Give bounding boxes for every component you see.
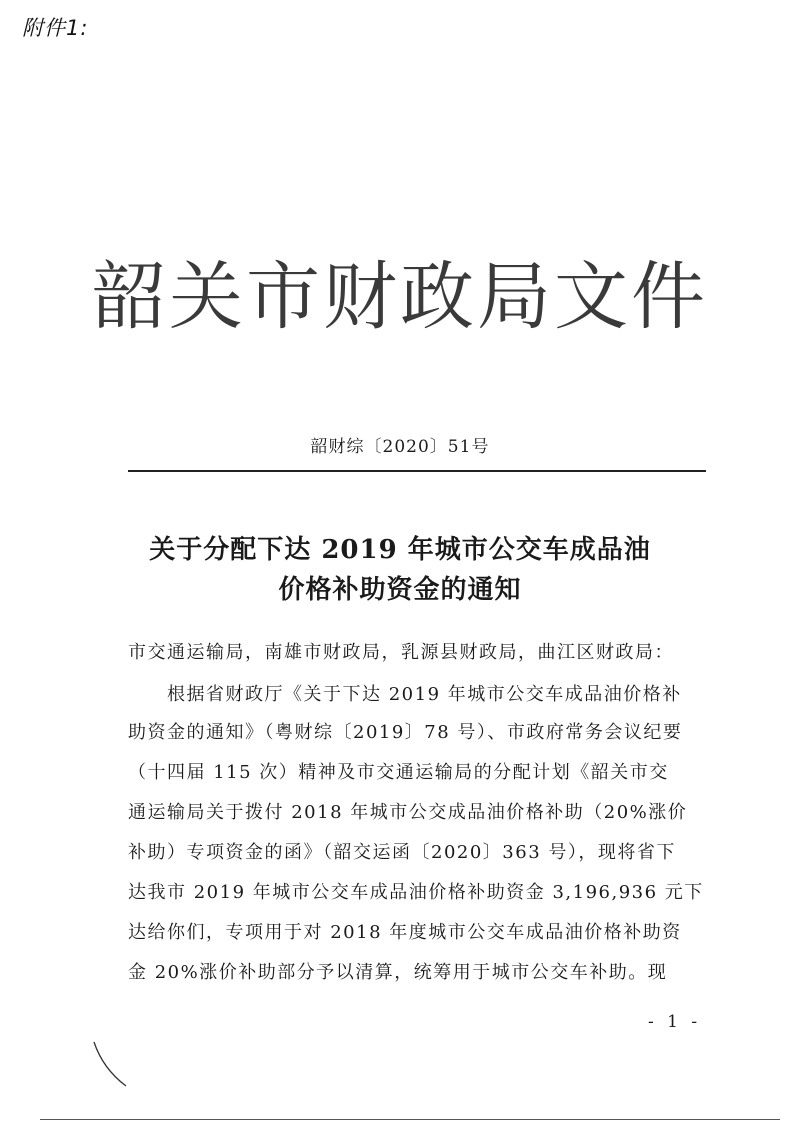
body-line-6: 达我市 2019 年城市公交车成品油价格补助资金 3,196,936 元下 (128, 882, 704, 903)
page-number: - 1 - (648, 1012, 702, 1032)
notice-title-line-1: 关于分配下达 2019 年城市公交车成品油 (149, 535, 651, 565)
document-number: 韶财综〔2020〕51号 (310, 437, 490, 457)
body-line-7: 达给你们，专项用于对 2018 年度城市公交车成品油价格补助资 (128, 922, 682, 943)
body-line-4: 通运输局关于拨付 2018 年城市公交成品油价格补助（20%涨价 (128, 802, 688, 823)
scan-mark (92, 1040, 132, 1090)
body-line-8: 金 20%涨价补助部分予以清算，统筹用于城市公交车补助。现 (128, 962, 668, 983)
body-line-2: 助资金的通知》（粤财综〔2019〕78 号）、市政府常务会议纪要 (128, 722, 683, 743)
notice-title-line-2: 价格补助资金的通知 (278, 575, 522, 605)
body-line-5: 补助）专项资金的函》（韶交运函〔2020〕363 号），现将省下 (128, 842, 676, 863)
attachment-label: 附件1: (22, 16, 89, 40)
header-divider (128, 470, 706, 472)
recipients-line: 市交通运输局，南雄市财政局，乳源县财政局，曲江区财政局： (128, 642, 674, 663)
body-line-1: 根据省财政厅《关于下达 2019 年城市公交车成品油价格补 (128, 684, 682, 705)
notice-title (0, 530, 800, 610)
bottom-scan-line (40, 1119, 780, 1120)
document-header-title: 韶关市财政局文件 (92, 254, 708, 340)
body-line-3: （十四届 115 次）精神及市交通运输局的分配计划《韶关市交 (128, 762, 669, 783)
